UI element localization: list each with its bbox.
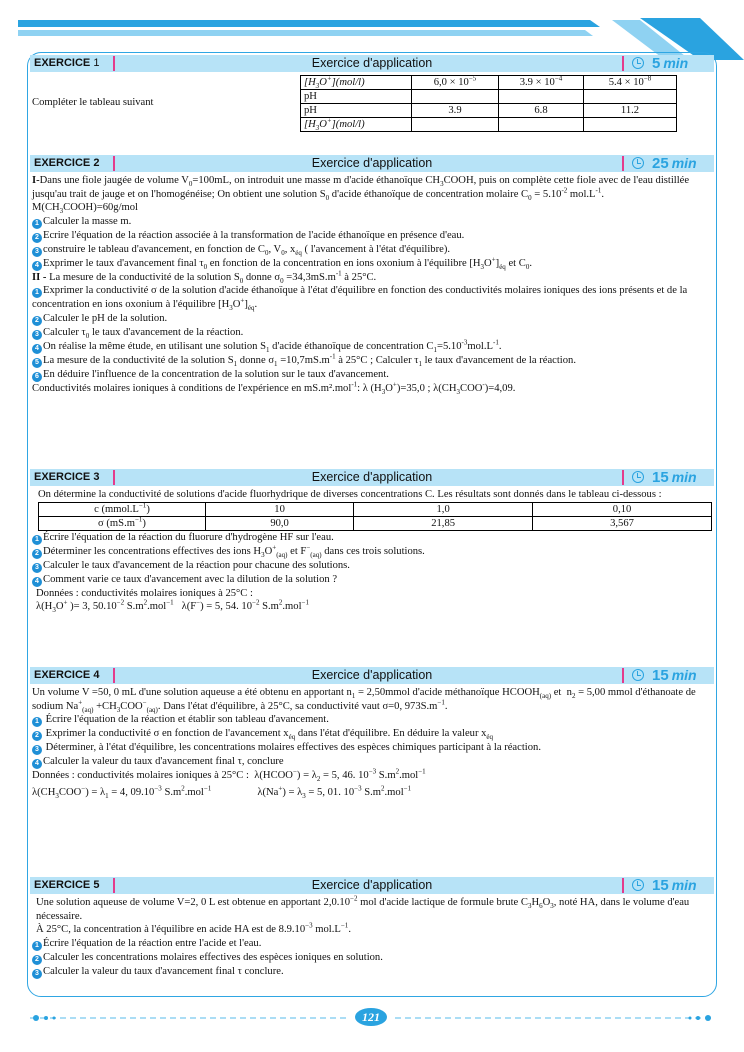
part2-question-1: 1 Exprimer la conductivité σ de la solution d'acide éthanoïque à l'état d'équilibre en fonction des conductivités molaires ioniques des ions présents et de la concentration en ions oxonium à l'équilibre $[H_3O^+]_{éq}$. [32, 285, 688, 313]
exercise-duration: 15 min [632, 469, 697, 486]
exercise-4 [30, 667, 714, 799]
part2-question-5: 5 La mesure de la conductivité de la solution $S_1$ donne $\sigma_1 =10,7mS.m^{-1}$ à 25°C ; Calculer $\tau_1$ le taux d'avancement de la réaction. [32, 354, 712, 368]
exercise-title: Exercice d'application [311, 668, 433, 682]
exercise-label: EXERCICE [34, 57, 91, 69]
data-line: Données : conductivités molaires ioniques à 25°C : [36, 587, 253, 599]
intro-paragraph: On détermine la conductivité de solutions d'acide fluorhydrique de diverses concentrations C. Les résultats sont donnés dans le tableau ci-dessous : [38, 489, 662, 500]
question-3: 3 Calculer la valeur du taux d'avancement final τ conclure. [32, 965, 712, 979]
bullet-icon: 2 [32, 233, 42, 243]
top-decoration [0, 0, 744, 60]
clock-icon [632, 669, 644, 681]
bullet-icon: 1 [32, 288, 42, 298]
question-1: 1 Écrire l'équation de la réaction du fluorure d'hydrogène HF sur l'eau. [32, 531, 712, 545]
exercise-title: Exercice d'application [311, 56, 433, 70]
bullet-icon: 3 [32, 247, 42, 257]
intro-paragraph: Une solution aqueuse de volume V=2, 0 L est obtenue en apportant $2,0.10^{-2}$ mol d'acide lactique de formule brute $C_3H_6O_3$, noté HA, dans le volume d'eau nécessaire. [36, 894, 690, 922]
exercise-title: Exercice d'application [311, 878, 433, 892]
bullet-icon: 2 [32, 955, 42, 965]
question-4: 4 Comment varie ce taux d'avancement avec la dilution de la solution ? [32, 573, 712, 587]
bullet-icon: 2 [32, 549, 42, 559]
question-2: 2 Déterminer les concentrations effectives des ions $H_3O^+_{(aq)}$ et $F^-_{(aq)}$ dans ces trois solutions. [32, 545, 712, 559]
ph-table: $[H_3O^+](mol/l)$ $6,0 \times 10^{-5}$ $3.9 \times 10^{-4}$ $5.4 \times 10^{-8}$ pH pH 3.9 6.8 11.2 $[H_3O^+](mol/l)$ [300, 75, 677, 132]
bullet-icon: 3 [32, 745, 42, 755]
bullet-icon: 5 [32, 358, 42, 368]
exercise-title: Exercice d'application [311, 156, 433, 170]
question-1: 1 Écrire l'équation de la réaction entre l'acide et l'eau. [32, 937, 712, 951]
exercise-number: 2 [93, 157, 100, 169]
bullet-icon: 1 [32, 535, 42, 545]
exercise-label: EXERCICE [34, 157, 91, 169]
question-2: 2 Calculer les concentrations molaires effectives des espèces ioniques en solution. [32, 951, 712, 965]
question-3: 3 Déterminer, à l'état d'équilibre, les concentrations molaires effectives des espèces chimiques participant à la réaction. [32, 741, 712, 755]
exercise-duration: 15 min [632, 667, 697, 684]
exercise-title: Exercice d'application [311, 470, 433, 484]
clock-icon [632, 879, 644, 891]
exercise-header [30, 667, 714, 684]
question-4: 4 Calculer la valeur du taux d'avancement final τ, conclure [32, 755, 712, 769]
data-line: Conductivités molaires ioniques à conditions de l'expérience en mS.m².mol$^{-1}$: λ $(H_3O^+)=35,0$ ; $\lambda(CH_3COO^-)=4,09$. [32, 380, 516, 397]
exercise-label: EXERCICE [34, 669, 91, 681]
question-4: 4 Exprimer le taux d'avancement final $\tau_0$ en fonction de la concentration en ions oxonium à l'équilibre $[H_3O^+]_{éq}$ et $C_0$. [32, 257, 712, 271]
data-values: $\lambda(CH_3COO^-) = \lambda_1 = 4$, $09.10^{-3}$ $S.m^2.mol^{-1}$ $\lambda(Na^+) = \lambda_3 = 5$, 01. $10^{-3}$ $S.m^2.mol^{-1}$ [32, 784, 412, 800]
part2-question-3: 3 Calculer $\tau_0$ le taux d'avancement de la réaction. [32, 326, 712, 340]
exercise-header [30, 155, 714, 172]
question-2: 2 Ecrire l'équation de la réaction associée à la transformation de l'acide éthanoïque en présence d'eau. [32, 229, 712, 243]
bullet-icon: 4 [32, 759, 42, 769]
bullet-icon: 6 [32, 372, 42, 382]
page-number: 121 [355, 1008, 387, 1026]
data-values: $\lambda(H_3O^+$ )= 3, $50.10^{-2}$ $S.m^2.mol^{-1}$ λ(F−) = 5, 54. $10^{-2}$ $S.m^2.mol^{-1}$ [36, 598, 309, 615]
exercise-number: 4 [93, 669, 100, 681]
clock-icon [632, 471, 644, 483]
instruction: Compléter le tableau suivant [32, 97, 154, 108]
bullet-icon: 2 [32, 316, 42, 326]
part-2: II - La mesure de la conductivité de la solution $S_0$ donne $\sigma_0 =34,3mS.m^{-1}$ à 25°C. [32, 269, 377, 285]
intro-paragraph: Un volume V =50, 0 mL d'une solution aqueuse a été obtenu en apportant $n_1$ = 2,50mmol d'acide méthanoïque $HCOOH_{(aq)}$ et $n_2 = 5,00$ mmol d'éthanoate de sodium $Na^+_{(aq)} +CH_3COO^-_{(aq)}$. Dans l'état d'équilibre, à 25°C, sa conductivité vaut σ=0, $973S.m^{-1}$. [32, 687, 696, 714]
bullet-icon: 2 [32, 731, 42, 741]
exercise-label: EXERCICE [34, 471, 91, 483]
bullet-icon: 4 [32, 261, 42, 271]
exercise-label: EXERCICE [34, 879, 91, 891]
intro-paragraph: I-Dans une fiole jaugée de volume $V_0=100mL$, on introduit une masse m d'acide éthanoïque $CH_3COOH$, puis on complète cette fiole avec de l'eau distillée jusqu'au trait de jauge et on l'homogénéise; On obtient une solution $S_0$ d'acide éthanoïque de concentration molaire $C_0 = 5.10^{-2}$ $mol.L^{-1}$. $M(CH_3COOH)=60g$/mol [32, 175, 690, 216]
exercise-duration: 5 min [632, 55, 688, 72]
exercise-duration: 15 min [632, 877, 697, 894]
exercise-header [30, 469, 714, 486]
exercise-header [30, 55, 714, 72]
exercise-header [30, 877, 714, 894]
data-line: Données : conductivités molaires ioniques à 25°C : λ(HCOO−) = $\lambda_2 = 5$, 46. $10^{-3}$ $S.m^2.mol^{-1}$ [32, 767, 426, 784]
question-3: 3 Calculer le taux d'avancement de la réaction pour chacune des solutions. [32, 559, 712, 573]
bullet-icon: 4 [32, 344, 42, 354]
bullet-icon: 3 [32, 969, 42, 979]
exercise-5 [30, 877, 714, 979]
part2-question-2: 2 Calculer le pH de la solution. [32, 312, 712, 326]
exercise-number: 1 [93, 57, 100, 69]
bullet-icon: 1 [32, 941, 42, 951]
exercise-number: 3 [93, 471, 100, 483]
clock-icon [632, 157, 644, 169]
question-2: 2 Exprimer la conductivité σ en fonction de l'avancement $x_{éq}$ dans l'état d'équilibre. En déduire la valeur $x_{éq}$ [32, 727, 712, 741]
question-1: 1 Écrire l'équation de la réaction et établir son tableau d'avancement. [32, 713, 712, 727]
part2-question-4: 4 On réalise la même étude, en utilisant une solution $S_1$ d'acide éthanoïque de concentration $C_1=5.10^{-3}mol.L^{-1}$. [32, 340, 712, 354]
bullet-icon: 1 [32, 717, 42, 727]
exercise-2 [30, 155, 714, 396]
exercise-3 [30, 469, 714, 614]
exercise-number: 5 [93, 879, 100, 891]
question-3: 3 construire le tableau d'avancement, en fonction de $C_0$, $V_0$, $x_{éq}$ ( l'avancement à l'état d'équilibre). [32, 243, 712, 257]
exercise-1 [30, 55, 714, 146]
clock-icon [632, 57, 644, 69]
conductivity-table: c $(mmol.L^{-1})$ 10 1,0 0,10 σ $(mS.m^{-1})$ 90,0 21,85 3,567 [38, 502, 712, 531]
bullet-icon: 1 [32, 219, 42, 229]
bullet-icon: 4 [32, 577, 42, 587]
part2-question-6: 6 En déduire l'influence de la concentration de la solution sur le taux d'avancement. [32, 368, 712, 382]
bullet-icon: 3 [32, 563, 42, 573]
intro-paragraph-2: À 25°C, la concentration à l'équilibre en acide HA est de $8.9.10^{-3}$ $mol.L^{-1}$. [36, 921, 351, 936]
question-1: 1 Calculer la masse m. [32, 215, 712, 229]
exercise-duration: 25 min [632, 155, 697, 172]
bullet-icon: 3 [32, 330, 42, 340]
